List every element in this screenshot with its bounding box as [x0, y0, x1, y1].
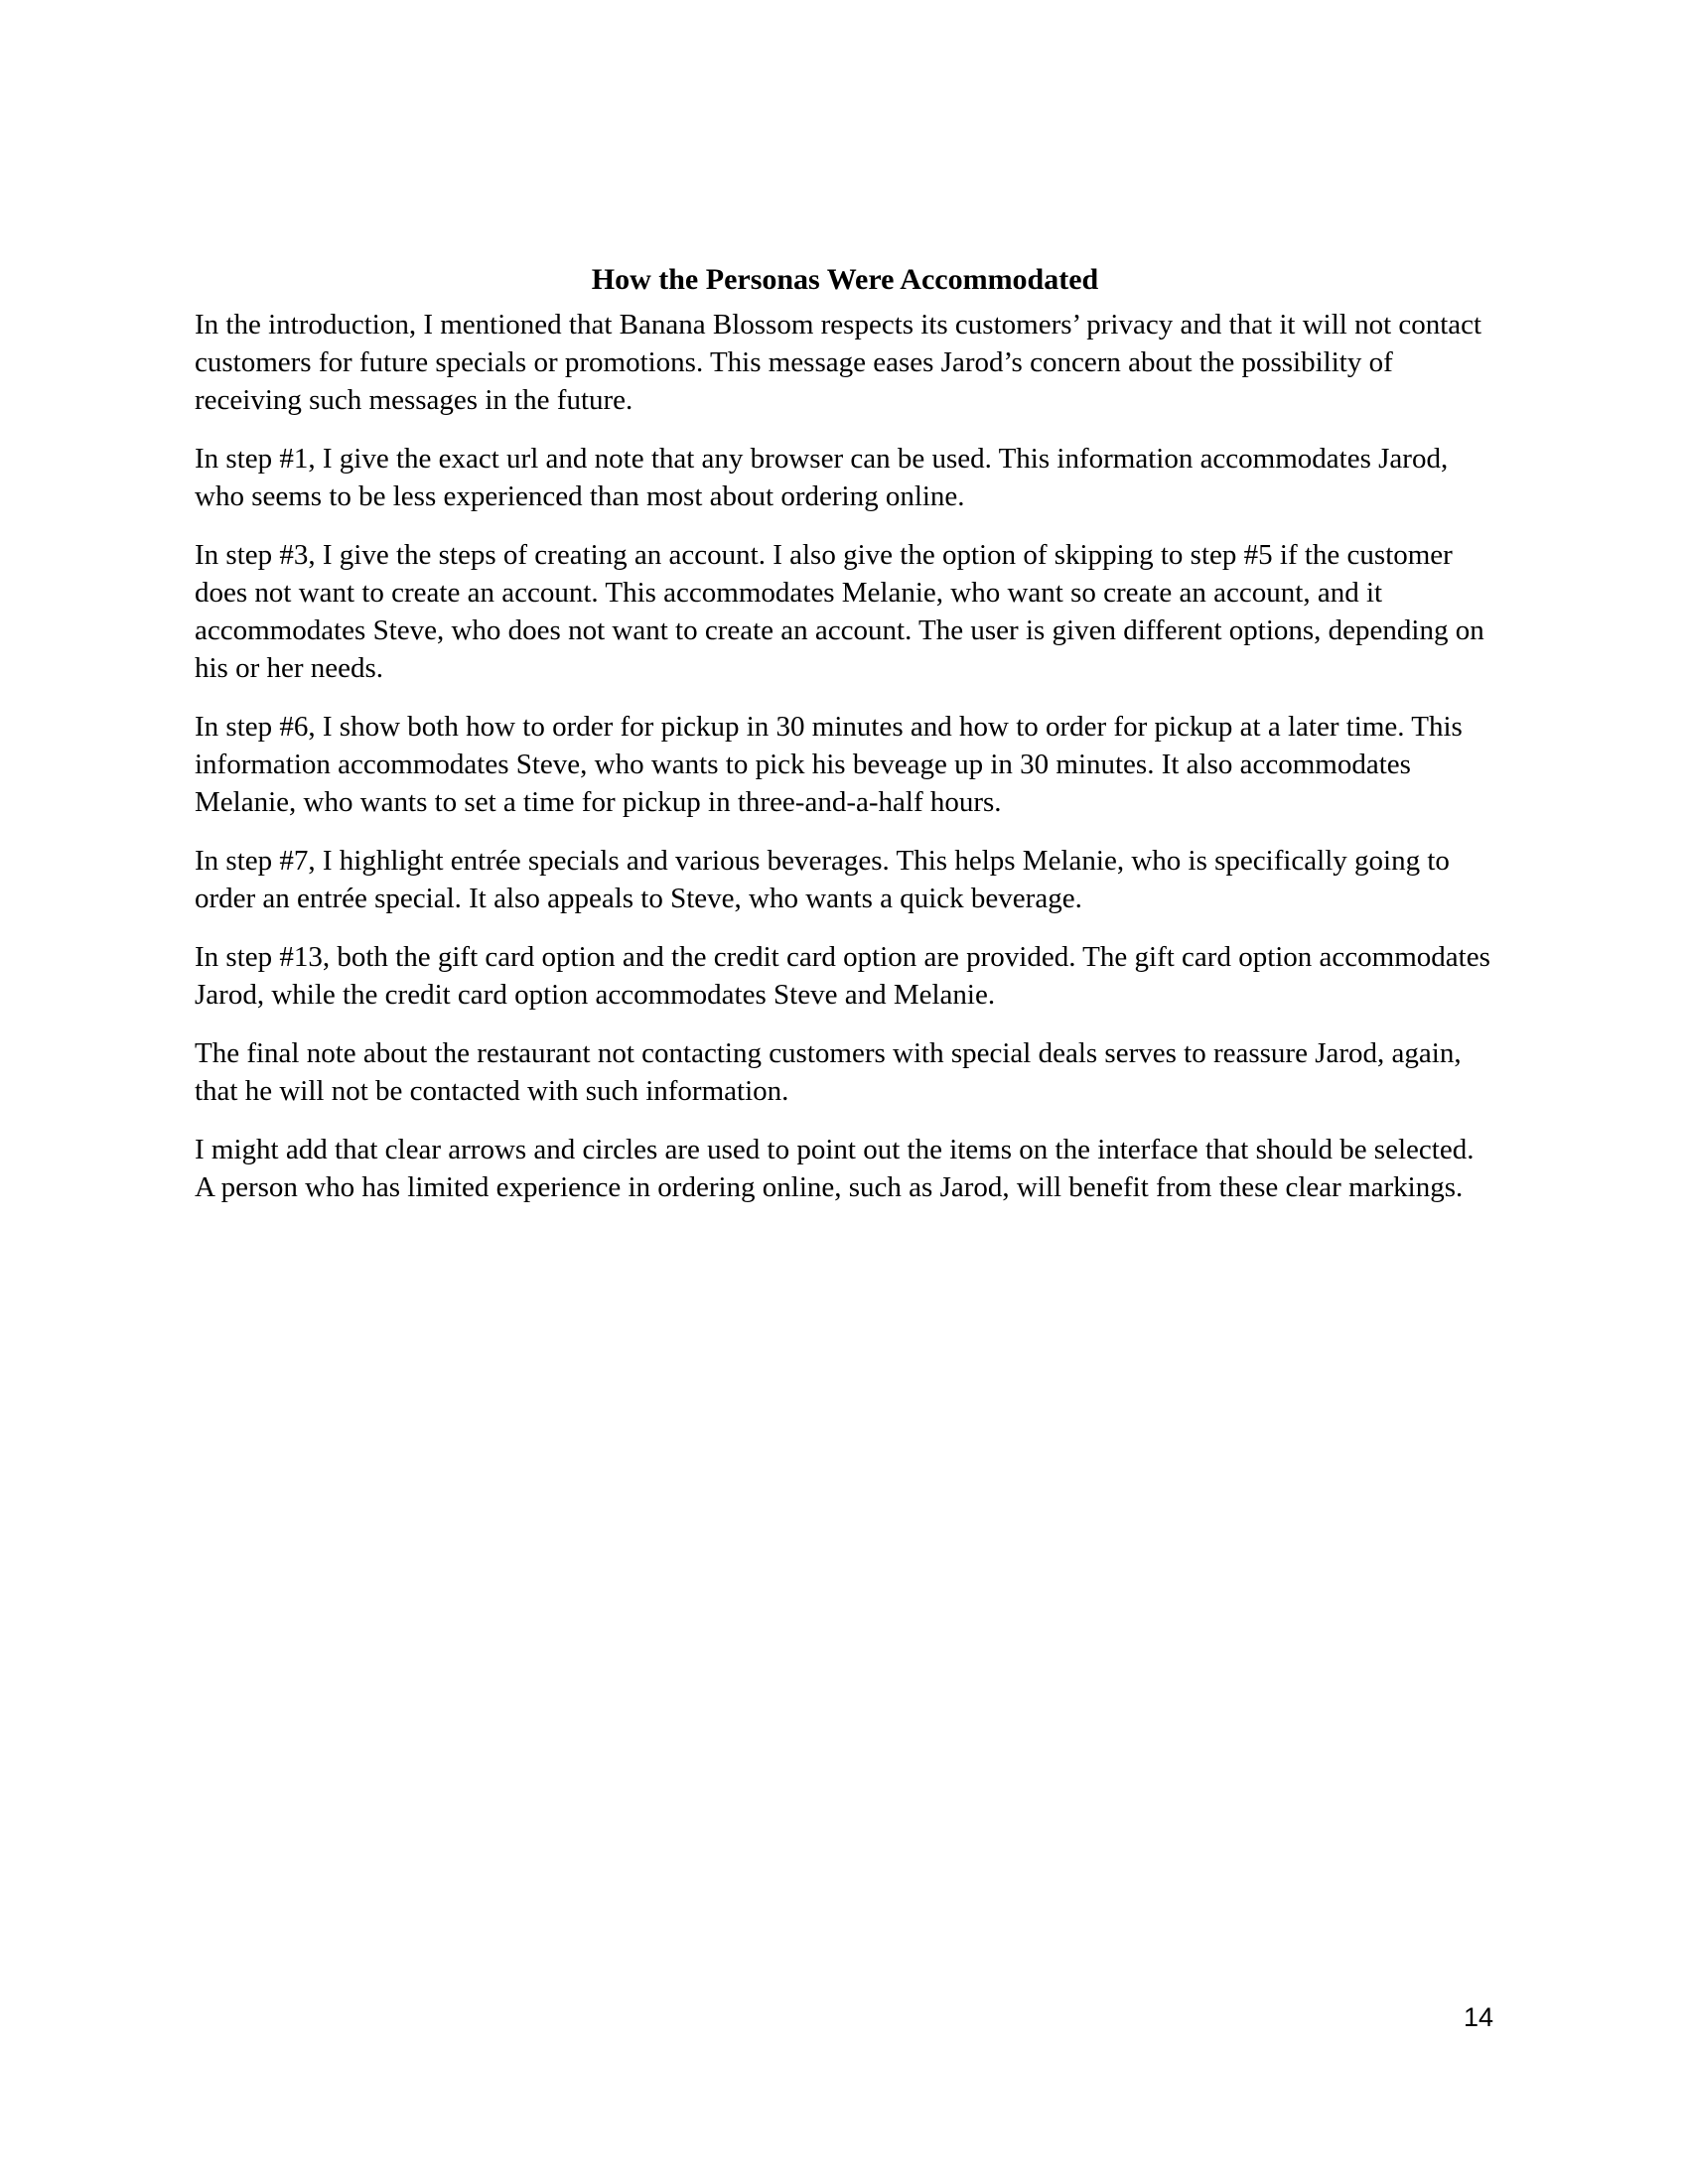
document-body [195, 260, 1495, 1227]
paragraph-step-7: In step #7, I highlight entrée specials and various beverages. This helps Melanie, who is specifically going to order an entrée special. It also appeals to Steve, who wants a quick beverage. [195, 845, 1450, 914]
paragraph-final-note: The final note about the restaurant not contacting customers with special deals serves to reassure Jarod, again, that he will not be contacted with such information. [195, 1037, 1462, 1107]
page-number: 14 [1463, 2002, 1493, 2032]
paragraph-introduction: In the introduction, I mentioned that Banana Blossom respects its customers’ privacy and that it will not contact customers for future specials or promotions. This message eases Jarod’s concern about the possibility of receiving such messages in the future. [195, 309, 1482, 416]
paragraph-markings: I might add that clear arrows and circles are used to point out the items on the interface that should be selected. A person who has limited experience in ordering online, such as Jarod, will benefit from these clear markings. [195, 1134, 1475, 1203]
paragraph-step-6: In step #6, I show both how to order for pickup in 30 minutes and how to order for pickup at a later time. This information accommodates Steve, who wants to pick his beveage up in 30 minutes. It also accommodates Melanie, who wants to set a time for pickup in three-and-a-half hours. [195, 711, 1463, 818]
paragraph-step-3: In step #3, I give the steps of creating an account. I also give the option of skipping to step #5 if the customer does not want to create an account. This accommodates Melanie, who want so create an account, and it accommodates Steve, who does not want to create an account. The user is given different options, depending on his or her needs. [195, 539, 1484, 684]
section-heading: How the Personas Were Accommodated [591, 263, 1099, 296]
paragraph-step-1: In step #1, I give the exact url and note that any browser can be used. This information accommodates Jarod, who seems to be less experienced than most about ordering online. [195, 443, 1449, 512]
paragraph-step-13: In step #13, both the gift card option and the credit card option are provided. The gift card option accommodates Jarod, while the credit card option accommodates Steve and Melanie. [195, 941, 1490, 1011]
